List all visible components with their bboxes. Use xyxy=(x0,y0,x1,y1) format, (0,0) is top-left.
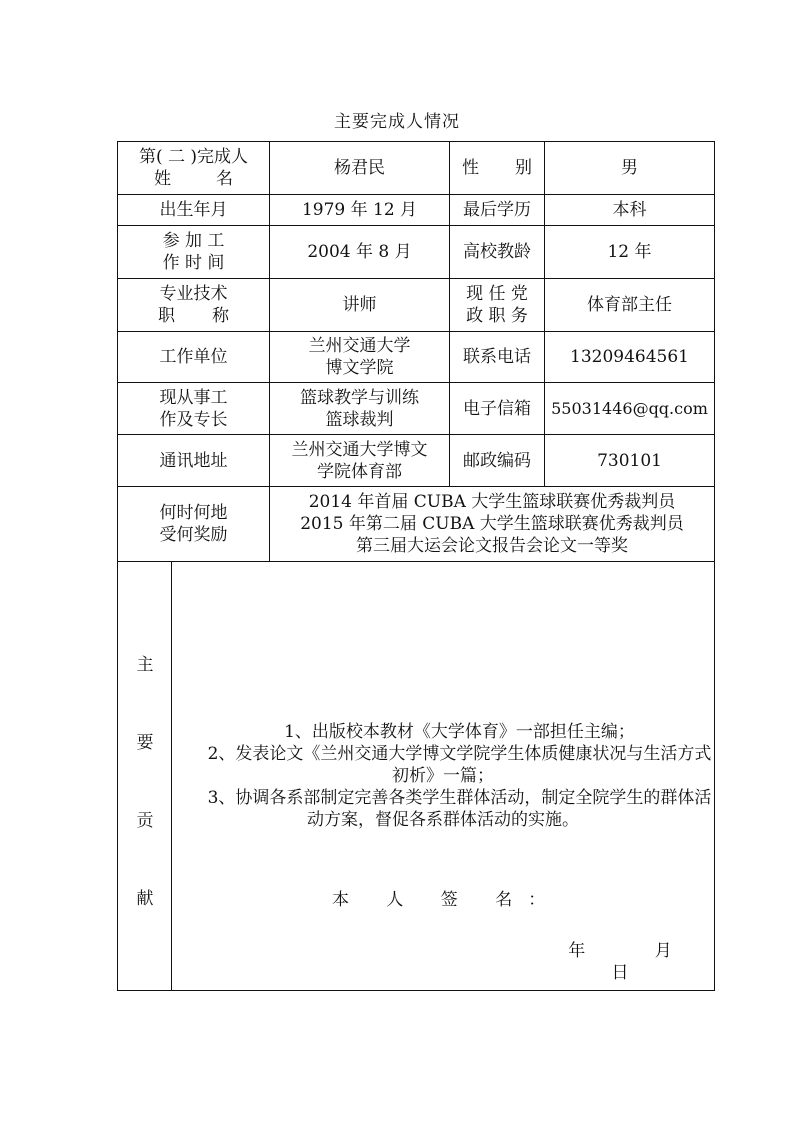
contribution-paragraph: 2、发表论文《兰州交通大学博文学院学生体质健康状况与生活方式初析》一篇； xyxy=(207,744,712,786)
value-current-position: 体育部主任 xyxy=(545,279,715,332)
label-work-start-line1: 参 加 工 xyxy=(162,231,225,251)
contribution-label-char: 主 xyxy=(136,655,154,675)
label-professional-title-line1: 专业技术 xyxy=(159,284,228,304)
date-year-label: 年 xyxy=(568,941,586,961)
label-gender-char-b: 别 xyxy=(515,158,533,178)
value-address-line1: 兰州交通大学博文 xyxy=(291,439,428,460)
label-name-line1: 第( 二 )完成人 xyxy=(138,147,249,167)
contribution-label-char: 要 xyxy=(136,733,154,753)
row-birth xyxy=(118,195,715,226)
row-name xyxy=(118,142,715,195)
label-awards xyxy=(118,487,270,562)
label-education: 最后学历 xyxy=(450,195,545,226)
label-professional-title xyxy=(118,279,270,332)
label-name xyxy=(118,142,270,195)
value-specialty xyxy=(270,383,450,435)
value-phone: 13209464561 xyxy=(545,332,715,383)
value-specialty-line1: 篮球教学与训练 xyxy=(300,387,420,408)
contribution-paragraph: 1、出版校本教材《大学体育》一部担任主编； xyxy=(284,722,635,742)
value-teaching-years: 12 年 xyxy=(545,226,715,279)
row-contribution xyxy=(118,562,715,991)
value-education: 本科 xyxy=(545,195,715,226)
contribution-body xyxy=(172,562,715,991)
value-work-unit-line1: 兰州交通大学 xyxy=(308,336,411,356)
signature-label: 本 人 签 名： xyxy=(332,890,562,910)
label-specialty-line2: 作及专长 xyxy=(159,409,228,430)
row-work-start xyxy=(118,226,715,279)
value-work-unit-line2: 博文学院 xyxy=(325,358,394,378)
page-title: 主要完成人情况 xyxy=(334,112,460,132)
value-gender: 男 xyxy=(545,142,715,195)
value-email: 55031446@qq.com xyxy=(545,383,715,435)
value-work-unit xyxy=(270,332,450,383)
row-specialty xyxy=(118,383,715,435)
label-work-start-line2: 作 时 间 xyxy=(162,253,225,273)
value-address xyxy=(270,435,450,487)
row-address xyxy=(118,435,715,487)
row-awards xyxy=(118,487,715,562)
value-address-line2: 学院体育部 xyxy=(317,461,403,482)
label-awards-line2: 受何奖励 xyxy=(159,525,228,545)
label-awards-line1: 何时何地 xyxy=(159,503,228,523)
label-professional-title-char-a: 职 xyxy=(158,306,175,326)
signature-date xyxy=(560,940,714,984)
label-work-unit: 工作单位 xyxy=(118,332,270,383)
label-professional-title-line2 xyxy=(118,305,269,327)
date-month-label: 月 xyxy=(654,941,672,961)
value-awards xyxy=(270,487,715,562)
label-work-start xyxy=(118,226,270,279)
label-contribution xyxy=(118,562,172,991)
label-current-position xyxy=(450,279,545,332)
label-teaching-years: 高校教龄 xyxy=(450,226,545,279)
value-birth: 1979 年 12 月 xyxy=(270,195,450,226)
award-item: 2015 年第二届 CUBA 大学生篮球联赛优秀裁判员 xyxy=(300,514,684,534)
label-specialty xyxy=(118,383,270,435)
label-phone: 联系电话 xyxy=(450,332,545,383)
label-gender-char-a: 性 xyxy=(462,158,480,178)
value-work-start: 2004 年 8 月 xyxy=(270,226,450,279)
label-address: 通讯地址 xyxy=(118,435,270,487)
value-postcode: 730101 xyxy=(545,435,715,487)
value-name: 杨君民 xyxy=(270,142,450,195)
row-title xyxy=(118,279,715,332)
label-name-char-a: 姓 xyxy=(154,169,171,189)
value-professional-title: 讲师 xyxy=(270,279,450,332)
label-current-position-line1: 现 任 党 xyxy=(466,284,528,304)
label-name-line2 xyxy=(118,168,269,190)
label-email: 电子信箱 xyxy=(450,383,545,435)
contribution-label-char: 献 xyxy=(136,889,154,909)
label-name-char-b: 名 xyxy=(216,169,234,189)
row-unit xyxy=(118,332,715,383)
contribution-label-char: 贡 xyxy=(136,811,154,831)
label-current-position-line2: 政 职 务 xyxy=(466,306,528,326)
contribution-paragraph: 3、协调各系部制定完善各类学生群体活动，制定全院学生的群体活动方案，督促各系群体活动的实施。 xyxy=(207,788,712,830)
date-day-label: 日 xyxy=(611,963,629,983)
label-gender xyxy=(450,142,545,195)
award-item: 2014 年首届 CUBA 大学生篮球联赛优秀裁判员 xyxy=(308,492,676,512)
personnel-form xyxy=(117,141,715,991)
label-postcode: 邮政编码 xyxy=(450,435,545,487)
label-professional-title-char-b: 称 xyxy=(212,306,230,326)
award-item: 第三届大运会论文报告会论文一等奖 xyxy=(356,536,629,556)
label-birth: 出生年月 xyxy=(118,195,270,226)
label-specialty-line1: 现从事工 xyxy=(159,387,228,408)
value-specialty-line2: 篮球裁判 xyxy=(325,409,394,430)
